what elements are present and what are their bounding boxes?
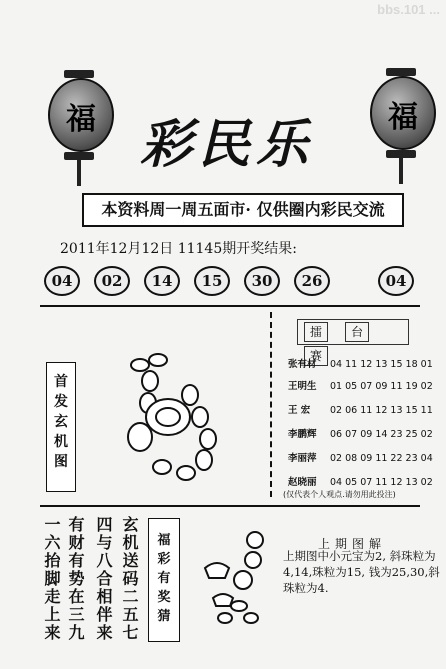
lottery-guess-label <box>148 518 180 642</box>
horizontal-divider <box>40 505 420 507</box>
contest-title <box>297 319 409 363</box>
label-char: 彩 <box>157 552 171 567</box>
right-lantern <box>370 68 432 184</box>
contest-title-char: 擂 <box>304 322 328 342</box>
draw-number-4: 15 <box>194 266 230 296</box>
left-lantern <box>48 70 110 186</box>
contestant-numbers: 06 07 09 14 23 25 02 <box>330 429 433 440</box>
contest-row <box>288 474 433 488</box>
fu-char: 福 <box>388 100 418 135</box>
draw-number-6: 26 <box>294 266 330 296</box>
label-char: 图 <box>54 454 68 470</box>
contestant-numbers: 01 05 07 09 11 19 02 <box>330 381 433 392</box>
poem-column-4: 玄机送码二五七 <box>120 516 139 642</box>
contestant-name: 赵晓丽 <box>288 477 317 488</box>
fu-char: 福 <box>66 102 96 137</box>
contestant-numbers: 02 08 09 11 22 23 04 <box>330 453 433 464</box>
poem-column-2: 有财有势在三九 <box>66 516 85 642</box>
label-char: 猜 <box>157 609 171 624</box>
watermark: bbs.101 ... <box>377 2 440 17</box>
mystery-picture <box>100 345 250 485</box>
contestant-numbers: 04 05 07 11 12 13 02 <box>330 477 433 488</box>
vertical-divider <box>270 312 272 497</box>
contestant-numbers: 04 11 12 13 15 18 01 <box>330 359 433 370</box>
previous-solution-text: 上期图中小元宝为2, 斜珠粒为4,14,珠粒为15, 钱为25,30,斜珠粒为4. <box>283 549 440 595</box>
contest-row <box>288 426 433 440</box>
contestant-name: 李丽萍 <box>288 453 317 464</box>
contest-row <box>288 450 433 464</box>
disclaimer-note: (仅代表个人观点.请勿用此投注) <box>283 490 396 499</box>
draw-number-3: 14 <box>144 266 180 296</box>
mystery-picture-label <box>46 362 76 492</box>
contest-title-char: 台 <box>345 322 369 342</box>
label-char: 有 <box>157 571 171 586</box>
horizontal-divider <box>40 305 420 307</box>
draw-number-5: 30 <box>244 266 280 296</box>
draw-date-line: 2011年12月12日 11145期开奖结果: <box>60 241 297 257</box>
label-char: 发 <box>54 394 68 410</box>
draw-number-1: 04 <box>44 266 80 296</box>
special-number: 04 <box>378 266 414 296</box>
label-char: 福 <box>157 533 171 548</box>
label-char: 奖 <box>157 590 171 605</box>
contestant-name: 张有材 <box>288 359 317 370</box>
contest-row <box>288 378 433 392</box>
subtitle-banner: 本资料周一周五面市· 仅供圈内彩民交流 <box>82 193 404 227</box>
contest-row <box>288 356 433 370</box>
contest-title-char: 赛 <box>304 346 328 366</box>
contestant-name: 王明生 <box>288 381 317 392</box>
draw-number-2: 02 <box>94 266 130 296</box>
contestant-numbers: 02 06 11 12 13 15 11 <box>330 405 433 416</box>
poem-column-3: 四与八合相伴来 <box>94 516 113 642</box>
poem-column-1: 一六抬脚走上来 <box>42 516 61 642</box>
page-title: 彩民乐 <box>140 114 315 175</box>
label-char: 机 <box>54 434 68 450</box>
label-char: 首 <box>54 374 68 390</box>
contestant-name: 李鹏辉 <box>288 429 317 440</box>
contest-row <box>288 402 433 416</box>
ingot-picture <box>195 528 275 628</box>
label-char: 玄 <box>54 414 68 430</box>
previous-solution-title: 上期图解 <box>318 537 387 551</box>
contestant-name: 王 宏 <box>288 405 311 416</box>
